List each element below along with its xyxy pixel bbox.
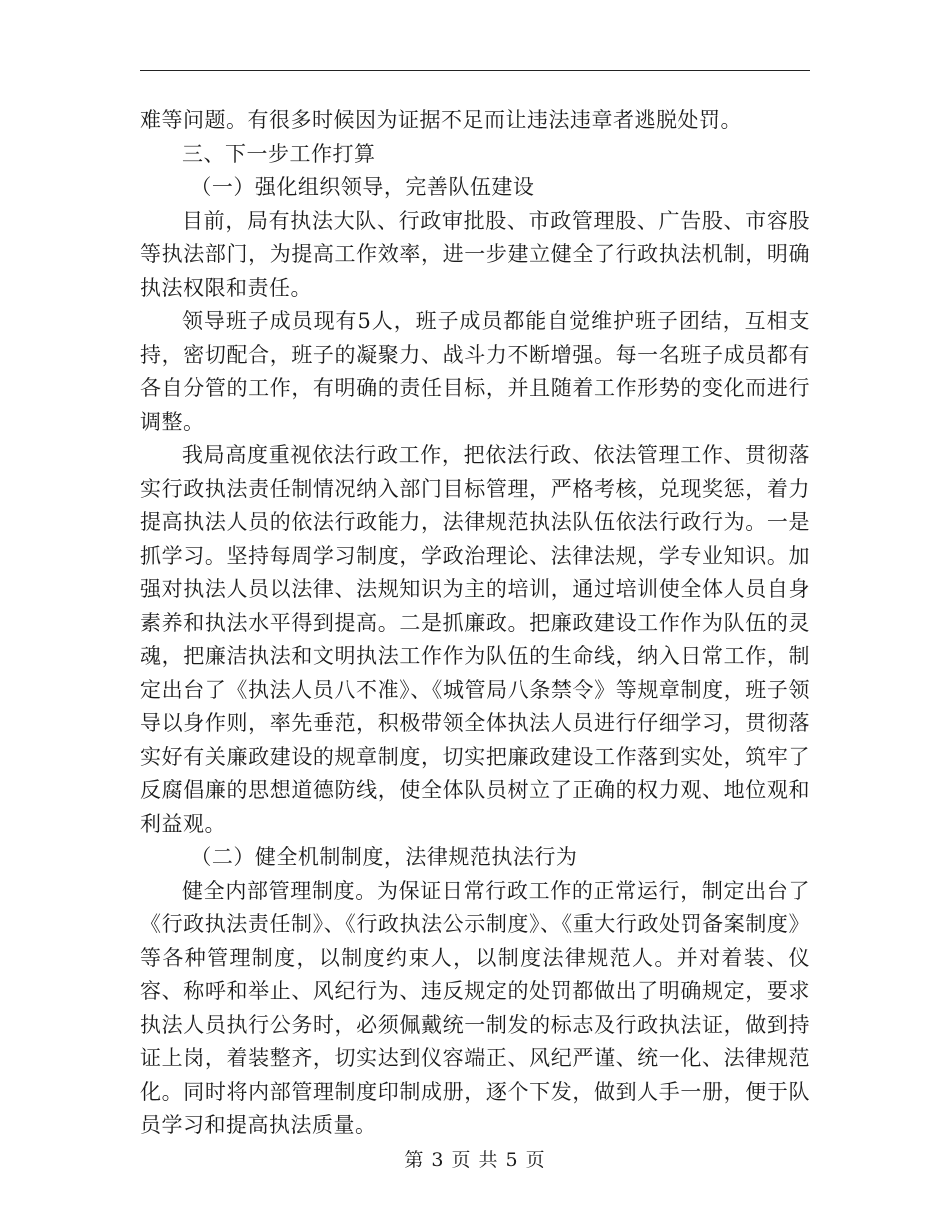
subsection-heading-1: （一）强化组织领导，完善队伍建设	[190, 175, 535, 199]
body-paragraph: 目前，局有执法大队、行政审批股、市政管理股、广告股、市容股等执法部门，为提高工作效率，进一步建立健全了行政执法机制，明确执法权限和责任。	[140, 208, 810, 300]
header-rule	[140, 70, 810, 71]
page-footer: 第 3 页 共 5 页	[404, 1149, 546, 1171]
body-paragraph: 我局高度重视依法行政工作，把依法行政、依法管理工作、贯彻落实行政执法责任制情况纳入部门目标管理，严格考核，兑现奖惩，着力提高执法人员的依法行政能力，法律规范执法队伍依法行政行为。一是抓学习。坚持每周学习制度，学政治理论、法律法规，学专业知识。加强对执法人员以法律、法规知识为主的培训，通过培训使全体人员自身素养和执法水平得到提高。二是抓廉政。把廉政建设工作作为队伍的灵魂，把廉洁执法和文明执法工作作为队伍的生命线，纳入日常工作，制定出台了《执法人员八不准》、《城管局八条禁令》等规章制度，班子领导以身作则，率先垂范，积极带领全体执法人员进行仔细学习，贯彻落实好有关廉政建设的规章制度，切实把廉政建设工作落到实处，筑牢了反腐倡廉的思想道德防线，使全体队员树立了正确的权力观、地位观和利益观。	[140, 443, 810, 836]
carry-over-paragraph: 难等问题。有很多时候因为证据不足而让违法违章者逃脱处罚。	[140, 108, 742, 132]
subsection-heading-2: （二）健全机制制度，法律规范执法行为	[190, 845, 578, 869]
document-body	[140, 104, 810, 1143]
body-paragraph: 健全内部管理制度。为保证日常行政工作的正常运行，制定出台了《行政执法责任制》、《行政执法公示制度》、《重大行政处罚备案制度》等各种管理制度，以制度约束人，以制度法律规范人。并对着装、仪容、称呼和举止、风纪行为、违反规定的处罚都做出了明确规定，要求执法人员执行公务时，必须佩戴统一制发的标志及行政执法证，做到持证上岗，着装整齐，切实达到仪容端正、风纪严谨、统一化、法律规范化。同时将内部管理制度印制成册，逐个下发，做到人手一册，便于队员学习和提高执法质量。	[140, 878, 810, 1137]
section-heading: 三、下一步工作打算	[182, 141, 376, 166]
body-paragraph: 领导班子成员现有5人，班子成员都能自觉维护班子团结，互相支持，密切配合，班子的凝聚力、战斗力不断增强。每一名班子成员都有各自分管的工作，有明确的责任目标，并且随着工作形势的变化而进行调整。	[140, 309, 810, 434]
